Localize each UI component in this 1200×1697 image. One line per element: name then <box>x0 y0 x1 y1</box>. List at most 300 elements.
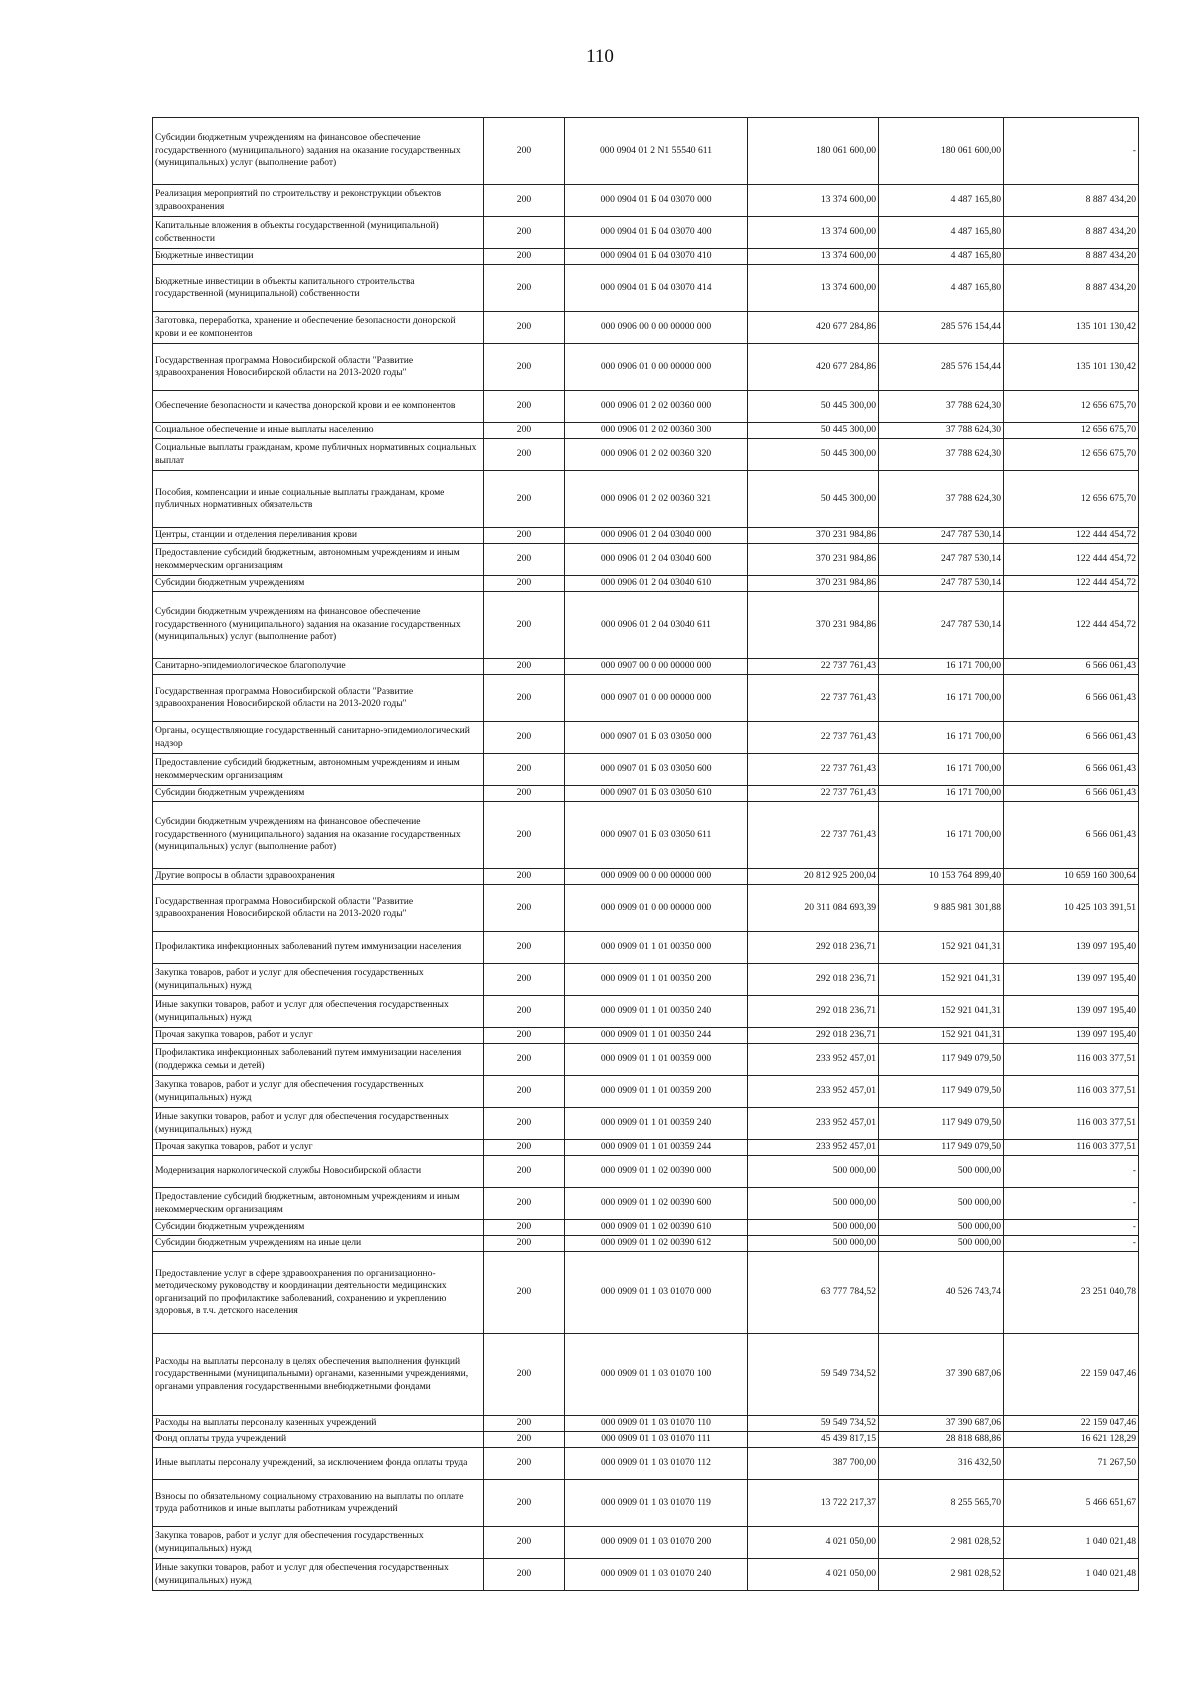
row-code: 200 <box>484 1044 565 1076</box>
row-code: 200 <box>484 1480 565 1527</box>
table-row <box>153 471 1139 528</box>
row-approved: 370 231 984,86 <box>748 528 879 544</box>
row-name: Органы, осуществляющие государственный санитарно-эпидемиологический надзор <box>153 722 484 754</box>
row-remaining: 6 566 061,43 <box>1004 754 1139 786</box>
row-name: Социальное обеспечение и иные выплаты населению <box>153 423 484 439</box>
row-kbk: 000 0906 01 2 04 03040 611 <box>565 592 748 659</box>
table-row <box>153 1448 1139 1480</box>
row-code: 200 <box>484 1236 565 1252</box>
row-remaining: 8 887 434,20 <box>1004 265 1139 312</box>
row-code: 200 <box>484 1076 565 1108</box>
row-approved: 420 677 284,86 <box>748 312 879 344</box>
row-name: Бюджетные инвестиции <box>153 249 484 265</box>
row-kbk: 000 0906 01 2 04 03040 000 <box>565 528 748 544</box>
row-code: 200 <box>484 869 565 885</box>
table-row <box>153 391 1139 423</box>
row-name: Субсидии бюджетным учреждениям <box>153 576 484 592</box>
row-kbk: 000 0906 01 2 02 00360 321 <box>565 471 748 528</box>
row-kbk: 000 0909 01 1 02 00390 612 <box>565 1236 748 1252</box>
row-executed: 4 487 165,80 <box>879 185 1004 217</box>
row-executed: 285 576 154,44 <box>879 344 1004 391</box>
row-remaining: 139 097 195,40 <box>1004 932 1139 964</box>
row-executed: 9 885 981 301,88 <box>879 885 1004 932</box>
row-executed: 16 171 700,00 <box>879 786 1004 802</box>
row-executed: 28 818 688,86 <box>879 1432 1004 1448</box>
row-approved: 180 061 600,00 <box>748 118 879 185</box>
row-kbk: 000 0909 01 1 02 00390 610 <box>565 1220 748 1236</box>
row-approved: 233 952 457,01 <box>748 1076 879 1108</box>
table-row <box>153 1044 1139 1076</box>
row-code: 200 <box>484 932 565 964</box>
row-code: 200 <box>484 1559 565 1591</box>
row-remaining: 8 887 434,20 <box>1004 185 1139 217</box>
row-code: 200 <box>484 344 565 391</box>
table-row <box>153 675 1139 722</box>
row-approved: 387 700,00 <box>748 1448 879 1480</box>
row-remaining: 135 101 130,42 <box>1004 312 1139 344</box>
row-code: 200 <box>484 265 565 312</box>
table-row <box>153 217 1139 249</box>
row-kbk: 000 0909 01 1 01 00350 244 <box>565 1028 748 1044</box>
table-row <box>153 118 1139 185</box>
row-code: 200 <box>484 471 565 528</box>
row-code: 200 <box>484 1252 565 1334</box>
row-executed: 10 153 764 899,40 <box>879 869 1004 885</box>
row-executed: 247 787 530,14 <box>879 528 1004 544</box>
row-name: Пособия, компенсации и иные социальные выплаты гражданам, кроме публичных нормативных обязательств <box>153 471 484 528</box>
row-kbk: 000 0909 00 0 00 00000 000 <box>565 869 748 885</box>
row-name: Предоставление субсидий бюджетным, автономным учреждениям и иным некоммерческим организациям <box>153 754 484 786</box>
row-name: Предоставление субсидий бюджетным, автономным учреждениям и иным некоммерческим организациям <box>153 544 484 576</box>
row-remaining: 6 566 061,43 <box>1004 722 1139 754</box>
row-remaining: 122 444 454,72 <box>1004 576 1139 592</box>
row-kbk: 000 0909 01 1 01 00350 000 <box>565 932 748 964</box>
row-remaining: 71 267,50 <box>1004 1448 1139 1480</box>
table-row <box>153 312 1139 344</box>
row-code: 200 <box>484 996 565 1028</box>
row-code: 200 <box>484 528 565 544</box>
row-name: Взносы по обязательному социальному страхованию на выплаты по оплате труда работников и иные выплаты работникам учреждений <box>153 1480 484 1527</box>
table-row <box>153 344 1139 391</box>
row-approved: 22 737 761,43 <box>748 675 879 722</box>
row-kbk: 000 0909 01 1 03 01070 200 <box>565 1527 748 1559</box>
table-row <box>153 1527 1139 1559</box>
row-remaining: 12 656 675,70 <box>1004 423 1139 439</box>
row-approved: 45 439 817,15 <box>748 1432 879 1448</box>
row-remaining: - <box>1004 118 1139 185</box>
table-row <box>153 722 1139 754</box>
table-row <box>153 1559 1139 1591</box>
row-remaining: 135 101 130,42 <box>1004 344 1139 391</box>
row-remaining: 6 566 061,43 <box>1004 659 1139 675</box>
table-row <box>153 528 1139 544</box>
row-name: Предоставление услуг в сфере здравоохранения по организационно-методическому руководству и координации деятельности медицинских организаций по профилактике заболеваний, сохранению и укреплению здоровья, в т.ч. детского населения <box>153 1252 484 1334</box>
row-executed: 500 000,00 <box>879 1156 1004 1188</box>
budget-table <box>152 117 1139 1591</box>
table-row <box>153 1028 1139 1044</box>
row-remaining: 22 159 047,46 <box>1004 1334 1139 1416</box>
row-approved: 13 374 600,00 <box>748 185 879 217</box>
table-row <box>153 592 1139 659</box>
row-executed: 152 921 041,31 <box>879 964 1004 996</box>
row-name: Реализация мероприятий по строительству и реконструкции объектов здравоохранения <box>153 185 484 217</box>
row-kbk: 000 0909 01 1 01 00350 240 <box>565 996 748 1028</box>
table-row <box>153 1076 1139 1108</box>
row-kbk: 000 0906 01 2 02 00360 300 <box>565 423 748 439</box>
row-approved: 20 812 925 200,04 <box>748 869 879 885</box>
row-code: 200 <box>484 659 565 675</box>
table-row <box>153 1334 1139 1416</box>
row-code: 200 <box>484 1448 565 1480</box>
row-executed: 2 981 028,52 <box>879 1527 1004 1559</box>
row-kbk: 000 0909 01 1 02 00390 600 <box>565 1188 748 1220</box>
row-approved: 50 445 300,00 <box>748 423 879 439</box>
row-executed: 16 171 700,00 <box>879 675 1004 722</box>
row-kbk: 000 0909 01 1 03 01070 112 <box>565 1448 748 1480</box>
row-name: Центры, станции и отделения переливания крови <box>153 528 484 544</box>
table-row <box>153 576 1139 592</box>
row-remaining: 139 097 195,40 <box>1004 996 1139 1028</box>
row-remaining: 10 659 160 300,64 <box>1004 869 1139 885</box>
row-name: Субсидии бюджетным учреждениям на финансовое обеспечение государственного (муниципального) задания на оказание государственных (муниципальных) услуг (выполнение работ) <box>153 592 484 659</box>
row-code: 200 <box>484 592 565 659</box>
row-kbk: 000 0909 01 0 00 00000 000 <box>565 885 748 932</box>
row-name: Субсидии бюджетным учреждениям <box>153 786 484 802</box>
row-approved: 292 018 236,71 <box>748 1028 879 1044</box>
row-executed: 16 171 700,00 <box>879 722 1004 754</box>
row-remaining: 23 251 040,78 <box>1004 1252 1139 1334</box>
row-remaining: - <box>1004 1236 1139 1252</box>
row-code: 200 <box>484 1334 565 1416</box>
row-name: Другие вопросы в области здравоохранения <box>153 869 484 885</box>
row-name: Закупка товаров, работ и услуг для обеспечения государственных (муниципальных) нужд <box>153 1076 484 1108</box>
row-remaining: - <box>1004 1156 1139 1188</box>
row-code: 200 <box>484 964 565 996</box>
row-kbk: 000 0904 01 Б 04 03070 000 <box>565 185 748 217</box>
row-executed: 117 949 079,50 <box>879 1044 1004 1076</box>
row-executed: 117 949 079,50 <box>879 1076 1004 1108</box>
row-approved: 500 000,00 <box>748 1188 879 1220</box>
table-row <box>153 1236 1139 1252</box>
row-kbk: 000 0909 01 1 03 01070 000 <box>565 1252 748 1334</box>
row-executed: 16 171 700,00 <box>879 754 1004 786</box>
row-executed: 285 576 154,44 <box>879 312 1004 344</box>
table-row <box>153 249 1139 265</box>
row-approved: 292 018 236,71 <box>748 996 879 1028</box>
row-name: Обеспечение безопасности и качества донорской крови и ее компонентов <box>153 391 484 423</box>
table-row <box>153 439 1139 471</box>
row-executed: 37 390 687,06 <box>879 1416 1004 1432</box>
row-name: Прочая закупка товаров, работ и услуг <box>153 1028 484 1044</box>
row-kbk: 000 0906 01 2 04 03040 610 <box>565 576 748 592</box>
row-executed: 247 787 530,14 <box>879 592 1004 659</box>
row-executed: 152 921 041,31 <box>879 1028 1004 1044</box>
table-row <box>153 659 1139 675</box>
row-kbk: 000 0904 01 Б 04 03070 414 <box>565 265 748 312</box>
row-approved: 22 737 761,43 <box>748 659 879 675</box>
row-name: Закупка товаров, работ и услуг для обеспечения государственных (муниципальных) нужд <box>153 964 484 996</box>
row-remaining: 122 444 454,72 <box>1004 544 1139 576</box>
row-code: 200 <box>484 1432 565 1448</box>
row-name: Расходы на выплаты персоналу казенных учреждений <box>153 1416 484 1432</box>
row-name: Иные закупки товаров, работ и услуг для обеспечения государственных (муниципальных) нужд <box>153 1559 484 1591</box>
row-name: Санитарно-эпидемиологическое благополучие <box>153 659 484 675</box>
row-kbk: 000 0907 01 Б 03 03050 600 <box>565 754 748 786</box>
row-remaining: 5 466 651,67 <box>1004 1480 1139 1527</box>
row-executed: 37 788 624,30 <box>879 391 1004 423</box>
row-remaining: 1 040 021,48 <box>1004 1559 1139 1591</box>
row-approved: 292 018 236,71 <box>748 932 879 964</box>
row-executed: 152 921 041,31 <box>879 996 1004 1028</box>
table-row <box>153 544 1139 576</box>
row-remaining: 139 097 195,40 <box>1004 1028 1139 1044</box>
row-remaining: 10 425 103 391,51 <box>1004 885 1139 932</box>
row-name: Заготовка, переработка, хранение и обеспечение безопасности донорской крови и ее компонентов <box>153 312 484 344</box>
row-executed: 500 000,00 <box>879 1188 1004 1220</box>
row-approved: 4 021 050,00 <box>748 1559 879 1591</box>
row-code: 200 <box>484 1188 565 1220</box>
row-kbk: 000 0909 01 1 03 01070 111 <box>565 1432 748 1448</box>
row-kbk: 000 0906 01 0 00 00000 000 <box>565 344 748 391</box>
row-approved: 59 549 734,52 <box>748 1416 879 1432</box>
row-kbk: 000 0906 01 2 04 03040 600 <box>565 544 748 576</box>
row-approved: 50 445 300,00 <box>748 471 879 528</box>
row-executed: 152 921 041,31 <box>879 932 1004 964</box>
row-remaining: 12 656 675,70 <box>1004 471 1139 528</box>
row-executed: 37 390 687,06 <box>879 1334 1004 1416</box>
table-row <box>153 1156 1139 1188</box>
row-executed: 117 949 079,50 <box>879 1108 1004 1140</box>
row-executed: 37 788 624,30 <box>879 439 1004 471</box>
row-executed: 16 171 700,00 <box>879 802 1004 869</box>
row-name: Прочая закупка товаров, работ и услуг <box>153 1140 484 1156</box>
row-remaining: 12 656 675,70 <box>1004 391 1139 423</box>
row-approved: 233 952 457,01 <box>748 1108 879 1140</box>
row-executed: 8 255 565,70 <box>879 1480 1004 1527</box>
table-row <box>153 802 1139 869</box>
row-executed: 316 432,50 <box>879 1448 1004 1480</box>
row-kbk: 000 0904 01 Б 04 03070 400 <box>565 217 748 249</box>
row-kbk: 000 0906 00 0 00 00000 000 <box>565 312 748 344</box>
row-kbk: 000 0909 01 1 01 00350 200 <box>565 964 748 996</box>
row-kbk: 000 0909 01 1 02 00390 000 <box>565 1156 748 1188</box>
row-code: 200 <box>484 312 565 344</box>
row-remaining: 6 566 061,43 <box>1004 675 1139 722</box>
table-row <box>153 1432 1139 1448</box>
row-remaining: 1 040 021,48 <box>1004 1527 1139 1559</box>
table-row <box>153 964 1139 996</box>
row-executed: 500 000,00 <box>879 1236 1004 1252</box>
row-kbk: 000 0904 01 Б 04 03070 410 <box>565 249 748 265</box>
row-kbk: 000 0909 01 1 01 00359 000 <box>565 1044 748 1076</box>
row-name: Профилактика инфекционных заболеваний путем иммунизации населения <box>153 932 484 964</box>
row-executed: 247 787 530,14 <box>879 544 1004 576</box>
row-name: Субсидии бюджетным учреждениям на финансовое обеспечение государственного (муниципального) задания на оказание государственных (муниципальных) услуг (выполнение работ) <box>153 802 484 869</box>
row-name: Социальные выплаты гражданам, кроме публичных нормативных социальных выплат <box>153 439 484 471</box>
row-code: 200 <box>484 1156 565 1188</box>
row-approved: 63 777 784,52 <box>748 1252 879 1334</box>
table-row <box>153 423 1139 439</box>
row-approved: 420 677 284,86 <box>748 344 879 391</box>
row-approved: 13 374 600,00 <box>748 217 879 249</box>
table-row <box>153 786 1139 802</box>
budget-table-body <box>153 118 1139 1591</box>
row-approved: 370 231 984,86 <box>748 576 879 592</box>
row-remaining: 122 444 454,72 <box>1004 592 1139 659</box>
row-name: Субсидии бюджетным учреждениям на иные цели <box>153 1236 484 1252</box>
row-executed: 4 487 165,80 <box>879 265 1004 312</box>
row-name: Модернизация наркологической службы Новосибирской области <box>153 1156 484 1188</box>
row-approved: 22 737 761,43 <box>748 786 879 802</box>
row-approved: 500 000,00 <box>748 1220 879 1236</box>
row-remaining: 12 656 675,70 <box>1004 439 1139 471</box>
row-code: 200 <box>484 576 565 592</box>
row-name: Бюджетные инвестиции в объекты капитального строительства государственной (муниципальной) собственности <box>153 265 484 312</box>
row-code: 200 <box>484 1028 565 1044</box>
row-code: 200 <box>484 802 565 869</box>
row-kbk: 000 0909 01 1 03 01070 100 <box>565 1334 748 1416</box>
row-kbk: 000 0906 01 2 02 00360 000 <box>565 391 748 423</box>
row-executed: 500 000,00 <box>879 1220 1004 1236</box>
row-code: 200 <box>484 675 565 722</box>
row-executed: 40 526 743,74 <box>879 1252 1004 1334</box>
row-remaining: 16 621 128,29 <box>1004 1432 1139 1448</box>
table-row <box>153 1108 1139 1140</box>
row-remaining: 8 887 434,20 <box>1004 217 1139 249</box>
row-remaining: 116 003 377,51 <box>1004 1044 1139 1076</box>
row-name: Иные закупки товаров, работ и услуг для обеспечения государственных (муниципальных) нужд <box>153 1108 484 1140</box>
row-remaining: 22 159 047,46 <box>1004 1416 1139 1432</box>
row-code: 200 <box>484 544 565 576</box>
row-name: Предоставление субсидий бюджетным, автономным учреждениям и иным некоммерческим организациям <box>153 1188 484 1220</box>
row-code: 200 <box>484 885 565 932</box>
row-name: Субсидии бюджетным учреждениям <box>153 1220 484 1236</box>
table-row <box>153 265 1139 312</box>
row-code: 200 <box>484 1416 565 1432</box>
row-approved: 59 549 734,52 <box>748 1334 879 1416</box>
table-row <box>153 932 1139 964</box>
row-approved: 50 445 300,00 <box>748 391 879 423</box>
row-executed: 180 061 600,00 <box>879 118 1004 185</box>
row-executed: 37 788 624,30 <box>879 423 1004 439</box>
row-approved: 50 445 300,00 <box>748 439 879 471</box>
page-number: 110 <box>586 46 614 67</box>
row-name: Закупка товаров, работ и услуг для обеспечения государственных (муниципальных) нужд <box>153 1527 484 1559</box>
row-remaining: - <box>1004 1220 1139 1236</box>
row-code: 200 <box>484 423 565 439</box>
row-approved: 500 000,00 <box>748 1236 879 1252</box>
row-executed: 16 171 700,00 <box>879 659 1004 675</box>
row-name: Иные выплаты персоналу учреждений, за исключением фонда оплаты труда <box>153 1448 484 1480</box>
row-approved: 233 952 457,01 <box>748 1044 879 1076</box>
row-kbk: 000 0907 01 Б 03 03050 610 <box>565 786 748 802</box>
row-code: 200 <box>484 786 565 802</box>
table-row <box>153 1480 1139 1527</box>
row-approved: 22 737 761,43 <box>748 754 879 786</box>
row-name: Государственная программа Новосибирской области "Развитие здравоохранения Новосибирской области на 2013-2020 годы" <box>153 675 484 722</box>
row-executed: 247 787 530,14 <box>879 576 1004 592</box>
row-approved: 22 737 761,43 <box>748 722 879 754</box>
table-row <box>153 1416 1139 1432</box>
table-row <box>153 1140 1139 1156</box>
row-approved: 500 000,00 <box>748 1156 879 1188</box>
table-row <box>153 885 1139 932</box>
table-row <box>153 754 1139 786</box>
table-row <box>153 869 1139 885</box>
row-remaining: 139 097 195,40 <box>1004 964 1139 996</box>
row-kbk: 000 0907 01 Б 03 03050 000 <box>565 722 748 754</box>
table-row <box>153 996 1139 1028</box>
row-approved: 22 737 761,43 <box>748 802 879 869</box>
row-remaining: - <box>1004 1188 1139 1220</box>
row-code: 200 <box>484 439 565 471</box>
row-executed: 4 487 165,80 <box>879 249 1004 265</box>
row-kbk: 000 0909 01 1 01 00359 240 <box>565 1108 748 1140</box>
row-code: 200 <box>484 118 565 185</box>
row-name: Иные закупки товаров, работ и услуг для обеспечения государственных (муниципальных) нужд <box>153 996 484 1028</box>
row-code: 200 <box>484 722 565 754</box>
row-name: Фонд оплаты труда учреждений <box>153 1432 484 1448</box>
row-kbk: 000 0907 00 0 00 00000 000 <box>565 659 748 675</box>
row-name: Расходы на выплаты персоналу в целях обеспечения выполнения функций государственными (муниципальными) органами, казенными учреждениями, органами управления государственными внебюджетными фондами <box>153 1334 484 1416</box>
row-remaining: 6 566 061,43 <box>1004 786 1139 802</box>
row-kbk: 000 0909 01 1 03 01070 119 <box>565 1480 748 1527</box>
row-executed: 2 981 028,52 <box>879 1559 1004 1591</box>
row-approved: 370 231 984,86 <box>748 544 879 576</box>
row-approved: 233 952 457,01 <box>748 1140 879 1156</box>
row-approved: 292 018 236,71 <box>748 964 879 996</box>
row-kbk: 000 0909 01 1 03 01070 110 <box>565 1416 748 1432</box>
row-executed: 4 487 165,80 <box>879 217 1004 249</box>
row-approved: 370 231 984,86 <box>748 592 879 659</box>
row-kbk: 000 0907 01 0 00 00000 000 <box>565 675 748 722</box>
row-code: 200 <box>484 1527 565 1559</box>
row-approved: 20 311 084 693,39 <box>748 885 879 932</box>
row-code: 200 <box>484 391 565 423</box>
row-executed: 117 949 079,50 <box>879 1140 1004 1156</box>
row-approved: 13 374 600,00 <box>748 265 879 312</box>
table-row <box>153 1188 1139 1220</box>
row-name: Субсидии бюджетным учреждениям на финансовое обеспечение государственного (муниципального) задания на оказание государственных (муниципальных) услуг (выполнение работ) <box>153 118 484 185</box>
row-remaining: 116 003 377,51 <box>1004 1076 1139 1108</box>
row-remaining: 6 566 061,43 <box>1004 802 1139 869</box>
table-row <box>153 185 1139 217</box>
row-kbk: 000 0909 01 1 03 01070 240 <box>565 1559 748 1591</box>
row-code: 200 <box>484 1108 565 1140</box>
row-remaining: 116 003 377,51 <box>1004 1140 1139 1156</box>
row-kbk: 000 0906 01 2 02 00360 320 <box>565 439 748 471</box>
row-code: 200 <box>484 217 565 249</box>
row-kbk: 000 0909 01 1 01 00359 244 <box>565 1140 748 1156</box>
row-code: 200 <box>484 1220 565 1236</box>
row-kbk: 000 0904 01 2 N1 55540 611 <box>565 118 748 185</box>
row-remaining: 122 444 454,72 <box>1004 528 1139 544</box>
row-code: 200 <box>484 1140 565 1156</box>
row-kbk: 000 0909 01 1 01 00359 200 <box>565 1076 748 1108</box>
row-code: 200 <box>484 754 565 786</box>
row-code: 200 <box>484 185 565 217</box>
table-row <box>153 1220 1139 1236</box>
row-executed: 37 788 624,30 <box>879 471 1004 528</box>
row-name: Государственная программа Новосибирской области "Развитие здравоохранения Новосибирской области на 2013-2020 годы" <box>153 344 484 391</box>
row-remaining: 116 003 377,51 <box>1004 1108 1139 1140</box>
row-approved: 13 722 217,37 <box>748 1480 879 1527</box>
row-remaining: 8 887 434,20 <box>1004 249 1139 265</box>
row-code: 200 <box>484 249 565 265</box>
table-row <box>153 1252 1139 1334</box>
row-name: Профилактика инфекционных заболеваний путем иммунизации населения (поддержка семьи и детей) <box>153 1044 484 1076</box>
row-approved: 4 021 050,00 <box>748 1527 879 1559</box>
